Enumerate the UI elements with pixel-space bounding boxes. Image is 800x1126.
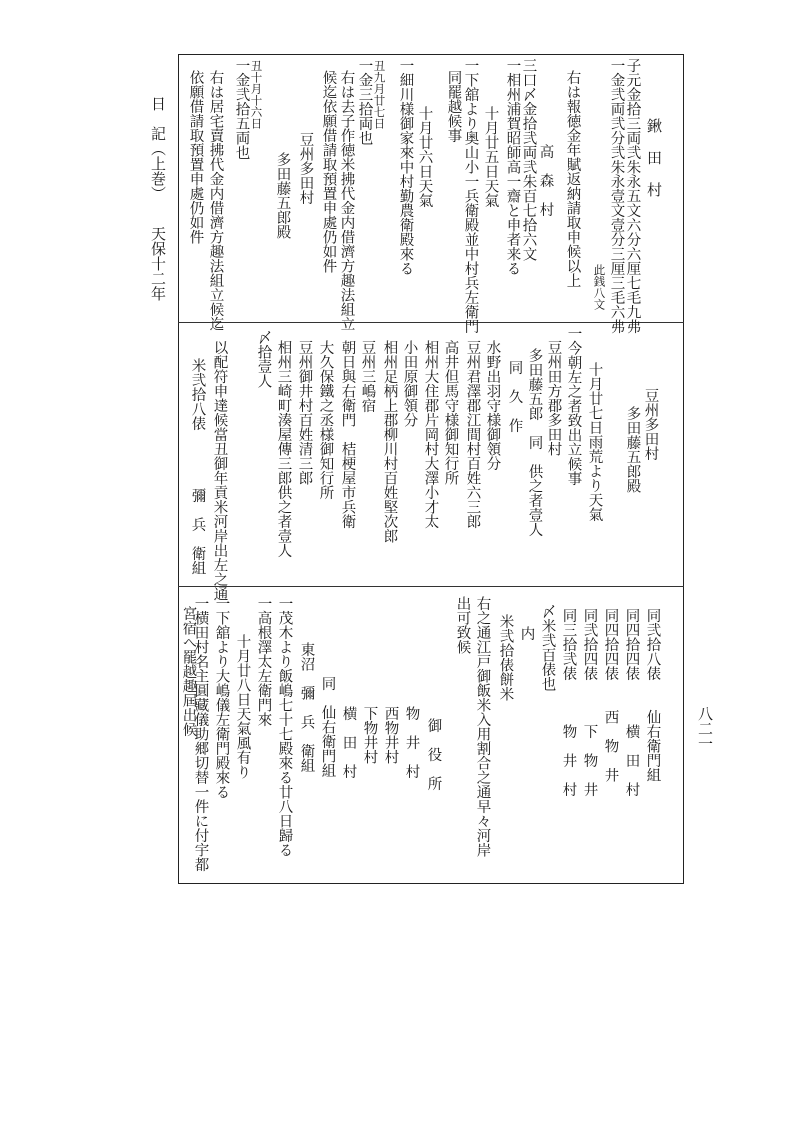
mid-col-17: 豆州御井村百姓清三郎 [296, 340, 313, 485]
bot-col-13: 西物井村 [382, 706, 399, 764]
bot-col-10: 右之通江戸御飯米入用割合之通早々河岸 [474, 596, 491, 857]
mid-col-22: 彌 兵 衛組 [189, 488, 206, 575]
bot-col-15: 横 田 村 [340, 706, 357, 779]
mid-col-7: 同 久 作 [506, 360, 523, 433]
top-col-6: 高 森 村 [537, 144, 554, 217]
bot-col-2: 同四拾四俵 横 田 村 [623, 608, 640, 797]
top-col-19: 多田藤五郎殿 [274, 152, 291, 239]
top-col-22: 右は居宅賣拂代金内借濟方趣法組立候迄 [207, 70, 224, 331]
bot-col-21: 一下舘より大嶋儀左衛門殿來る [213, 596, 230, 799]
top-col-12: 十月廿六日天氣 [416, 106, 433, 208]
bot-col-19: 一高根澤太左衛門來 [255, 596, 272, 727]
era-title: 天保十二年 [149, 226, 167, 301]
mid-col-1: 豆州多田村 [642, 388, 659, 461]
top-col-21: 一金弐拾五両也 [233, 58, 250, 160]
bot-col-22: 一横田村名主圓藏儀助郷切替一件に付宇都 [192, 596, 209, 872]
top-col-4: 此銭八文 [592, 264, 607, 310]
top-col-2: 子元金拾三両弐朱永五文六分六厘七毛九弗 [624, 58, 641, 334]
bot-col-20: 十月廿八日天氣風有り [234, 634, 251, 779]
top-col-1: 鍬 田 村 [645, 118, 663, 198]
mid-col-21: 米弐拾八俵 [189, 358, 206, 431]
top-col-10: 一下舘より奥山小一兵衛殿並中村兵左衛門 [462, 58, 479, 334]
mid-col-15: 朝日與右衛門 桔梗屋市兵衛 [339, 340, 356, 529]
mid-col-8: 水野出羽守様御領分 [484, 340, 501, 471]
mid-col-12: 小田原御領分 [401, 340, 418, 427]
top-col-7: 三口〆金拾弐両弐朱百七拾六文 [520, 58, 537, 261]
mid-col-14: 豆州三嶋宿 [359, 340, 376, 413]
bot-col-9: 御 役 所 [425, 718, 442, 791]
top-col-15: 一金三拾両也 [356, 58, 373, 145]
top-col-18: 豆州多田村 [297, 132, 314, 205]
bot-col-18: 一茂木より飯嶋七十七殿來る廿八日歸る [276, 596, 293, 857]
top-col-3: 一金弐両弐分弐朱永壹文壹分三厘三毛六弗 [608, 58, 625, 334]
mid-col-11: 相州大住郡片岡村大澤小才太 [422, 340, 439, 529]
book-title: 日 記（上巻） [149, 96, 167, 201]
bot-col-14: 下物井村 [361, 706, 378, 764]
mid-col-3: 十月廿七日雨荒より天氣 [586, 362, 603, 522]
top-col-13: 一細川様御家來中村勤農衛殿來る [397, 58, 414, 276]
mid-col-13: 相州足柄上郡柳川村百姓堅次郎 [381, 340, 398, 543]
mid-col-5: 豆州田方郡多田村 [545, 340, 562, 456]
bot-col-7: 内 [518, 626, 535, 641]
bot-col-5: 同三拾弐俵 物 井 村 [560, 608, 577, 797]
bot-col-4: 同弐拾四俵 下 物 井 [581, 608, 598, 797]
top-col-17: 候迄依願借請取預置申處仍如件 [320, 70, 337, 273]
bot-col-3: 同四拾四俵 西 物 井 [602, 608, 619, 782]
mid-col-2: 多田藤五郎殿 [624, 406, 641, 493]
bot-col-17: 東沼 彌 兵 衛組 [298, 642, 315, 773]
top-col-23: 依願借請取預置申處仍如件 [187, 70, 204, 244]
bot-col-8: 米弐拾俵餅米 [497, 614, 514, 701]
mid-col-6: 多田藤五郎 同 供之者壹人 [526, 348, 543, 537]
top-col-8: 一相州浦賀昭師高一齋と申者来る [504, 58, 521, 276]
top-col-5: 右は報徳金年賦返納請取申候以上 [564, 70, 581, 288]
top-col-9: 十月廿五日天氣 [482, 106, 499, 208]
mid-col-19: 〆拾壹人 [255, 330, 272, 388]
page-number: 八二一 [696, 706, 714, 751]
top-col-14: 丑九月廿七日 [372, 60, 387, 129]
bot-col-6: 〆米弐百俵也 [539, 604, 556, 691]
mid-col-18: 相州三崎町湊屋傳三郎供之者壹人 [275, 340, 292, 558]
bot-col-11: 出可致候 [454, 596, 471, 654]
bot-col-1: 同弐拾八俵 仙右衛門組 [644, 608, 661, 782]
top-col-11: 同罷越候事 [445, 70, 462, 143]
top-col-16: 右は去子作徳米拂代金内借濟方趣法組立 [338, 70, 355, 331]
mid-col-4: 一今朝左之者致出立候事 [565, 326, 582, 486]
mid-col-16: 大久保鐵之丞様御知行所 [317, 340, 334, 500]
mid-col-9: 豆州君澤郡江間村百姓六三郎 [464, 340, 481, 529]
bot-col-16: 同 仙右衛門組 [319, 676, 336, 778]
mid-col-10: 高井但馬守様御知行所 [442, 340, 459, 485]
bot-col-12: 物 井 村 [403, 706, 420, 779]
mid-col-20: 以配符申達候當丑御年貢米河岸出左之通 [211, 340, 228, 601]
top-col-20: 丑十月十六日 [249, 60, 264, 129]
bot-col-23: 宮宿へ罷越趣屆出候 [180, 606, 197, 737]
